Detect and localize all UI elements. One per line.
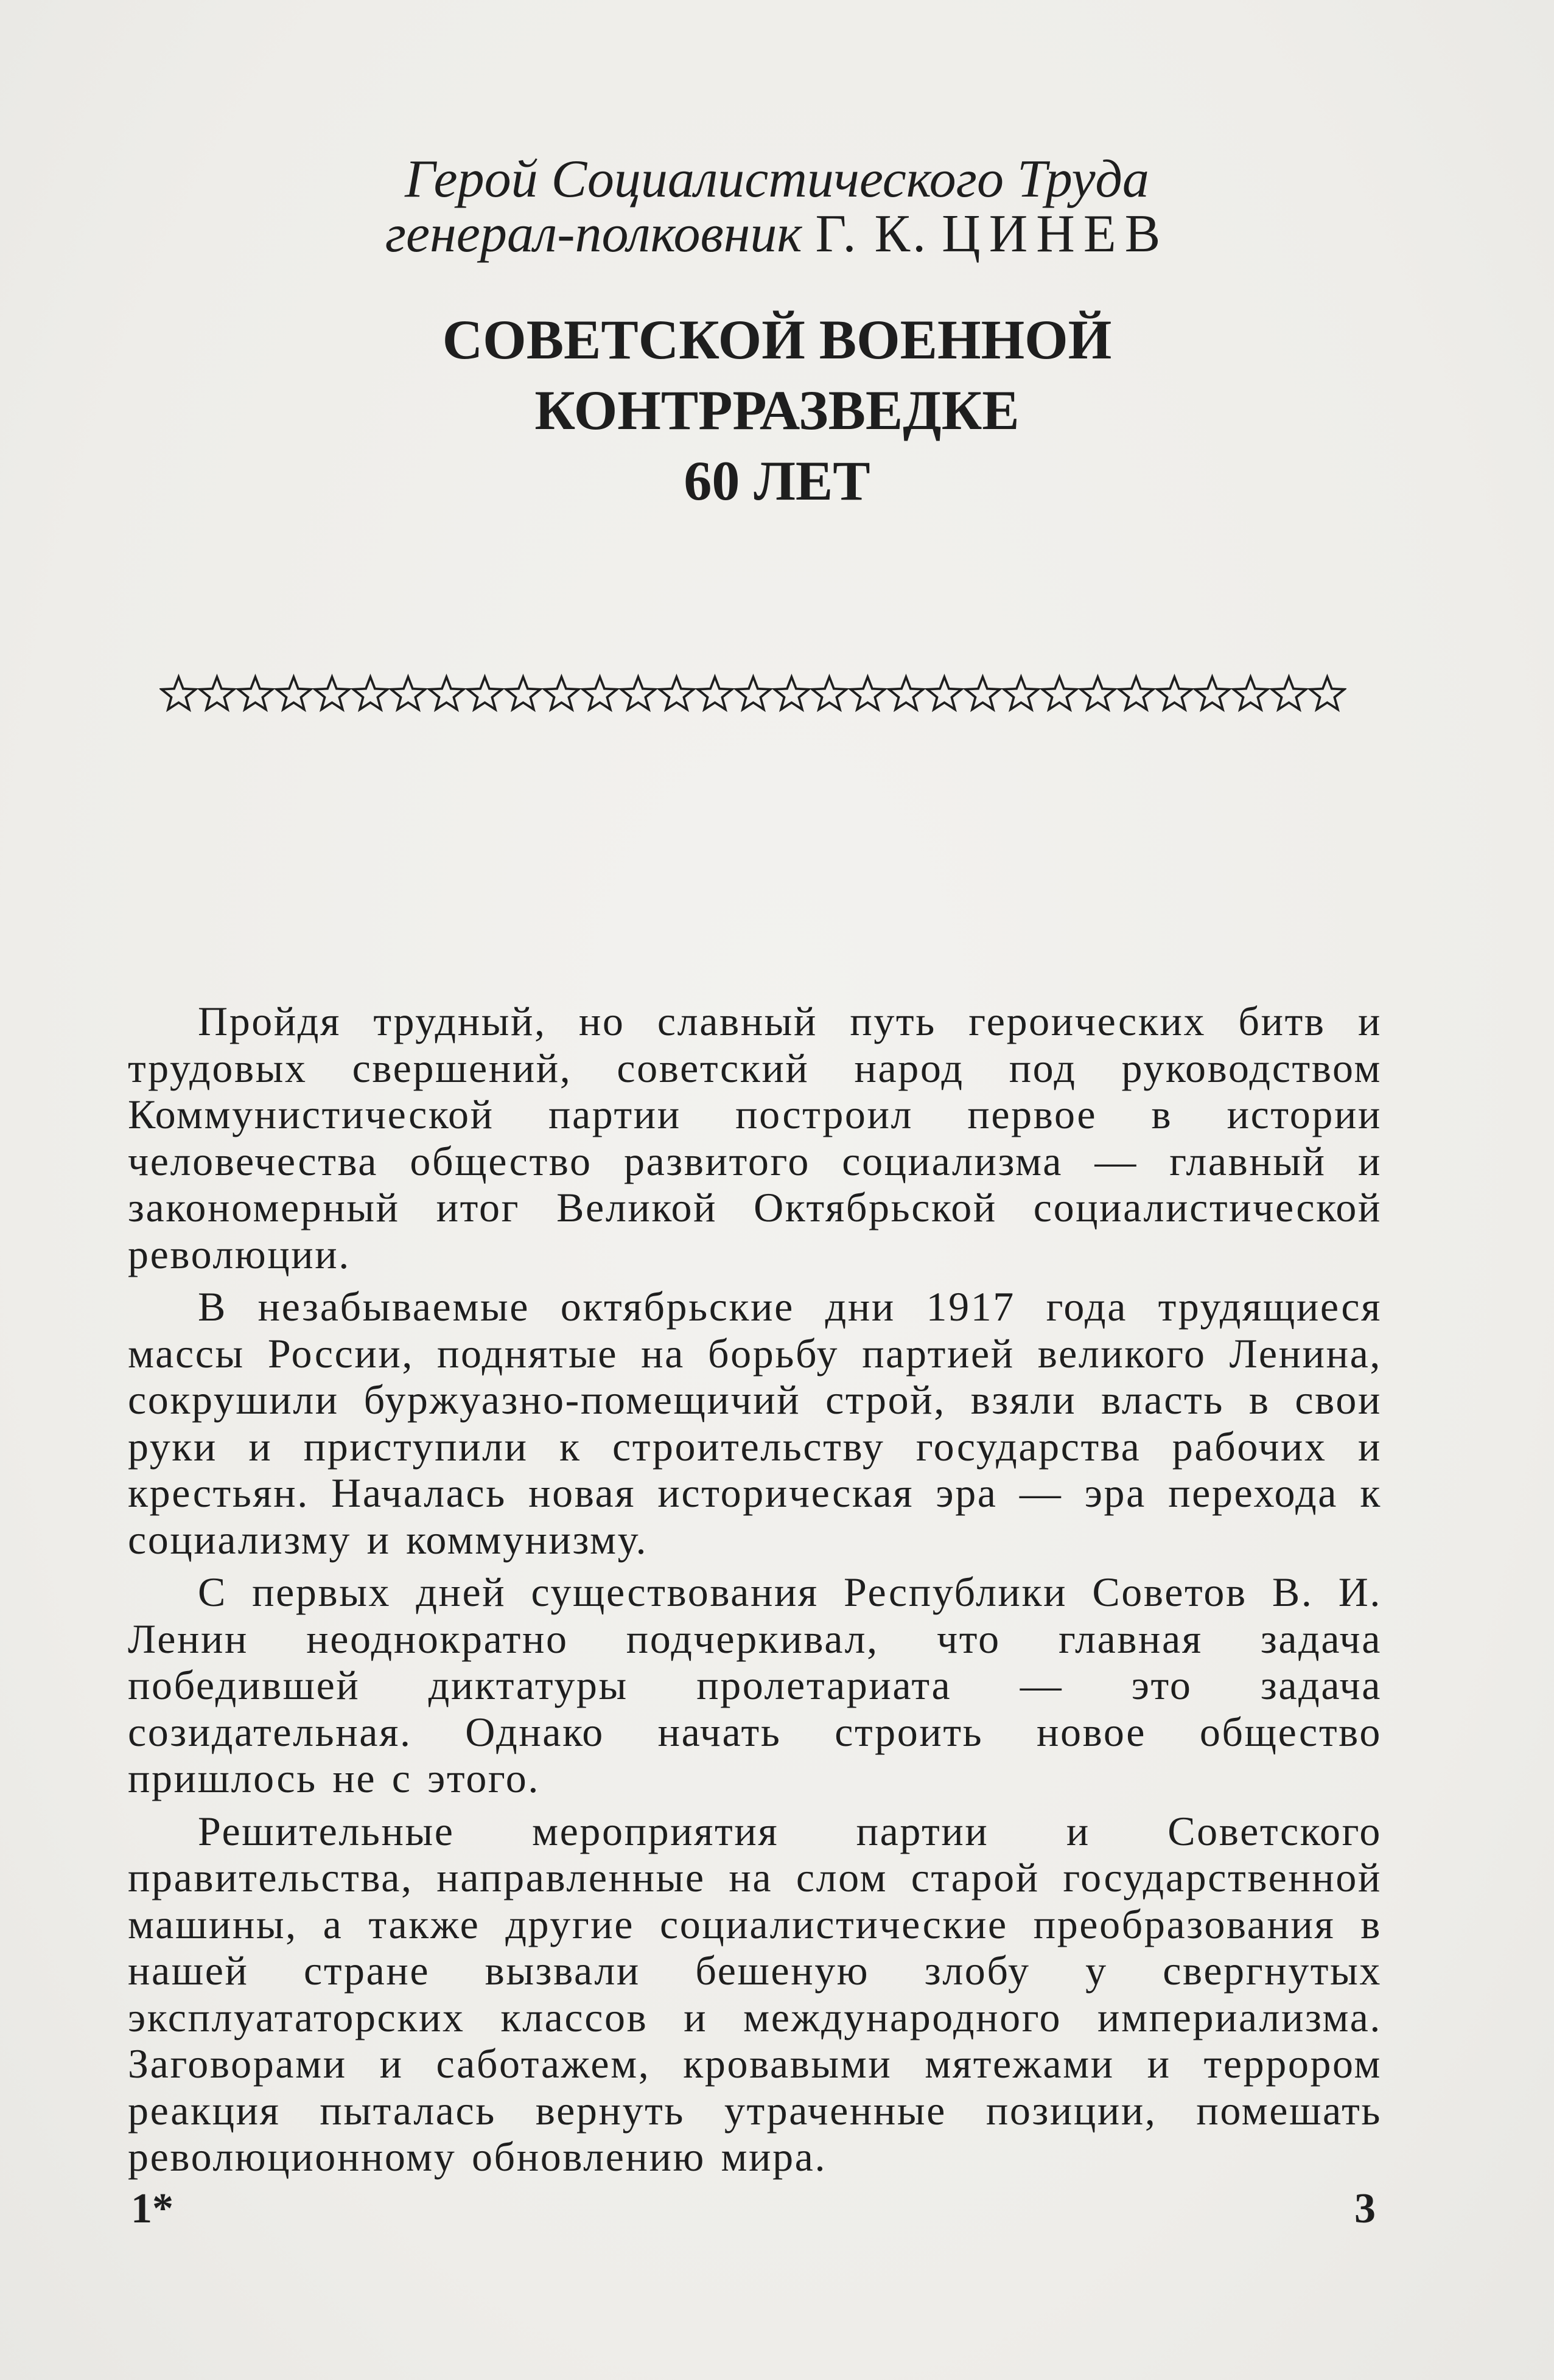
star-outline-icon	[619, 673, 657, 714]
star-outline-icon	[1117, 673, 1155, 714]
star-outline-icon	[925, 673, 964, 714]
star-ornament-row	[159, 660, 1346, 727]
star-outline-icon	[313, 673, 351, 714]
star-outline-icon	[1193, 673, 1231, 714]
star-outline-icon	[466, 673, 504, 714]
star-outline-icon	[1040, 673, 1079, 714]
paragraph-3: С первых дней существования Республики Советов В. И. Ленин неоднократно подчеркивал, что главная задача победившей диктатуры пролетариата — это задача созидательная. Однако начать строить новое общество пришлось не с этого.	[128, 1569, 1382, 1801]
author-honorific: Герой Социалистического Труда	[405, 150, 1149, 209]
author-line	[0, 201, 1554, 268]
star-outline-icon	[427, 673, 466, 714]
star-outline-icon	[657, 673, 696, 714]
star-outline-icon	[275, 673, 313, 714]
printer-signature-mark: 1*	[131, 2185, 173, 2232]
star-outline-icon	[504, 673, 542, 714]
paragraph-1: Пройдя трудный, но славный путь героических битв и трудовых свершений, советский народ под руководством Коммунистической партии построил первое в истории человечества общество развитого социализма — главный и закономерный итог Великой Октябрьской социалистической революции.	[128, 998, 1382, 1277]
author-initials: Г. К.	[815, 204, 929, 263]
star-outline-icon	[849, 673, 887, 714]
star-outline-icon	[159, 673, 198, 714]
article-title-line-2: КОНТРРАЗВЕДКЕ	[534, 379, 1020, 441]
star-outline-icon	[772, 673, 811, 714]
article-title-line-3: 60 ЛЕТ	[684, 450, 870, 512]
star-outline-icon	[734, 673, 772, 714]
paragraph-2: В незабываемые октябрьские дни 1917 года трудящиеся массы России, поднятые на борьбу партией великого Ленина, сокрушили буржуазно-помещичий строй, взяли власть в свои руки и приступили к строительству государства рабочих и крестьян. Началась новая историческая эра — эра перехода к социализму и коммунизму.	[128, 1283, 1382, 1563]
star-outline-icon	[696, 673, 734, 714]
star-outline-icon	[1002, 673, 1040, 714]
article-body	[128, 998, 1382, 2186]
article-title	[0, 304, 1554, 516]
star-outline-icon	[351, 673, 390, 714]
star-outline-icon	[389, 673, 427, 714]
star-outline-icon	[964, 673, 1002, 714]
star-outline-icon	[236, 673, 275, 714]
star-outline-icon	[1270, 673, 1308, 714]
star-outline-icon	[887, 673, 925, 714]
star-outline-icon	[1079, 673, 1117, 714]
star-outline-icon	[1155, 673, 1194, 714]
article-title-line-1: СОВЕТСКОЙ ВОЕННОЙ	[442, 309, 1112, 371]
author-surname: ЦИНЕВ	[942, 204, 1169, 263]
star-outline-icon	[581, 673, 619, 714]
star-outline-icon	[542, 673, 581, 714]
page-number: 3	[1354, 2185, 1376, 2232]
star-outline-icon	[198, 673, 236, 714]
author-rank: генерал-полковник	[385, 204, 802, 263]
paragraph-4: Решительные мероприятия партии и Советского правительства, направленные на слом старой государственной машины, а также другие социалистические преобразования в нашей стране вызвали бешеную злобу у свергнутых эксплуататорских классов и международного империализма. Заговорами и саботажем, кровавыми мятежами и террором реакция пыталась вернуть утраченные позиции, помешать революционному обновлению мира.	[128, 1807, 1382, 2180]
star-outline-icon	[810, 673, 849, 714]
star-outline-icon	[1308, 673, 1346, 714]
star-outline-icon	[1231, 673, 1270, 714]
